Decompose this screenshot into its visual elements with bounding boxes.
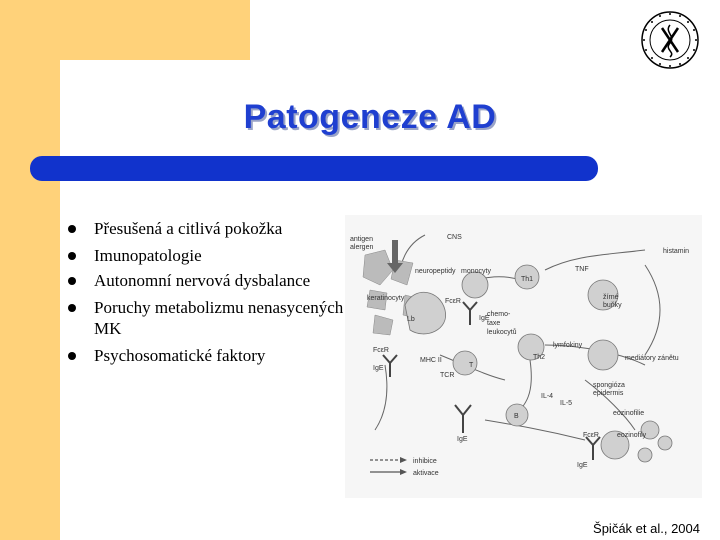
label-ige-2: IgE	[373, 365, 384, 372]
bullet-dot-icon	[68, 277, 76, 285]
label-il4: IL-4	[541, 393, 554, 400]
title-underline-bar	[30, 156, 598, 181]
label-lb: Lb	[407, 316, 415, 323]
bullet-dot-icon	[68, 225, 76, 233]
label-b: B	[514, 413, 519, 420]
label-tnf: TNF	[575, 266, 589, 273]
label-spongioza: spongióza	[593, 382, 625, 389]
label-monocyty: monocyty	[461, 268, 491, 275]
bullet-text: Poruchy metabolizmu nenasycených MK	[94, 298, 344, 338]
slide-title: Patogeneze AD	[243, 98, 497, 136]
bullet-item	[66, 218, 346, 239]
label-ige-3: IgE	[457, 436, 468, 443]
bullet-item	[66, 245, 346, 266]
label-tcr: TCR	[440, 372, 455, 379]
label-keratinocyty: keratinocyty	[367, 295, 405, 302]
label-th1: Th1	[521, 276, 534, 283]
bullet-item	[66, 270, 346, 291]
label-th2: Th2	[533, 354, 546, 361]
label-antigen: antigen	[350, 236, 373, 243]
bullet-item	[66, 345, 346, 366]
label-fcer-2: FcεR	[373, 347, 389, 354]
label-alergen: alergen	[350, 244, 374, 251]
label-mhc: MHC II	[420, 357, 442, 364]
accent-corner	[60, 60, 110, 110]
label-leukocytu: leukocytů	[487, 329, 517, 336]
label-fcer-1: FcεR	[445, 298, 461, 305]
label-eozinofilie: eozinofilie	[613, 410, 645, 417]
label-taxe: taxe	[487, 320, 501, 327]
label-ige-1: IgE	[479, 315, 490, 322]
label-eozinofily: eozinofily	[617, 432, 647, 439]
label-ige-4: IgE	[577, 462, 588, 469]
citation: Špičák et al., 2004	[593, 521, 700, 536]
bullet-text: Autonomní nervová dysbalance	[94, 271, 311, 290]
pathogenesis-diagram	[345, 215, 702, 498]
label-lymfokiny: lymfokiny	[553, 342, 583, 349]
bullet-text: Psychosomatické faktory	[94, 346, 266, 365]
label-bunky: buňky	[603, 302, 622, 309]
label-histamin: histamin	[663, 248, 690, 255]
bullet-text: Imunopatologie	[94, 246, 202, 265]
bullet-text: Přesušená a citlivá pokožka	[94, 219, 283, 238]
bullet-dot-icon	[68, 252, 76, 260]
bullet-dot-icon	[68, 304, 76, 312]
bullet-list	[66, 218, 346, 372]
label-inhibice: inhibice	[413, 458, 437, 465]
university-seal-icon	[640, 10, 700, 70]
bullet-dot-icon	[68, 352, 76, 360]
label-il5: IL-5	[560, 400, 573, 407]
label-t: T	[469, 362, 474, 369]
accent-top-panel	[60, 0, 250, 60]
label-mediatory: mediátory zánětu	[625, 355, 679, 362]
label-zirne: žírné	[603, 294, 619, 301]
label-cns: CNS	[447, 234, 462, 241]
label-epidermis: epidermis	[593, 390, 624, 397]
label-aktivace: aktivace	[413, 470, 439, 477]
accent-left-panel	[0, 0, 60, 540]
label-chemotaxe: chemo-	[487, 311, 511, 318]
bullet-item	[66, 297, 346, 339]
label-fcer-3: FcεR	[583, 432, 599, 439]
label-neuropeptidy: neuropeptidy	[415, 268, 456, 275]
